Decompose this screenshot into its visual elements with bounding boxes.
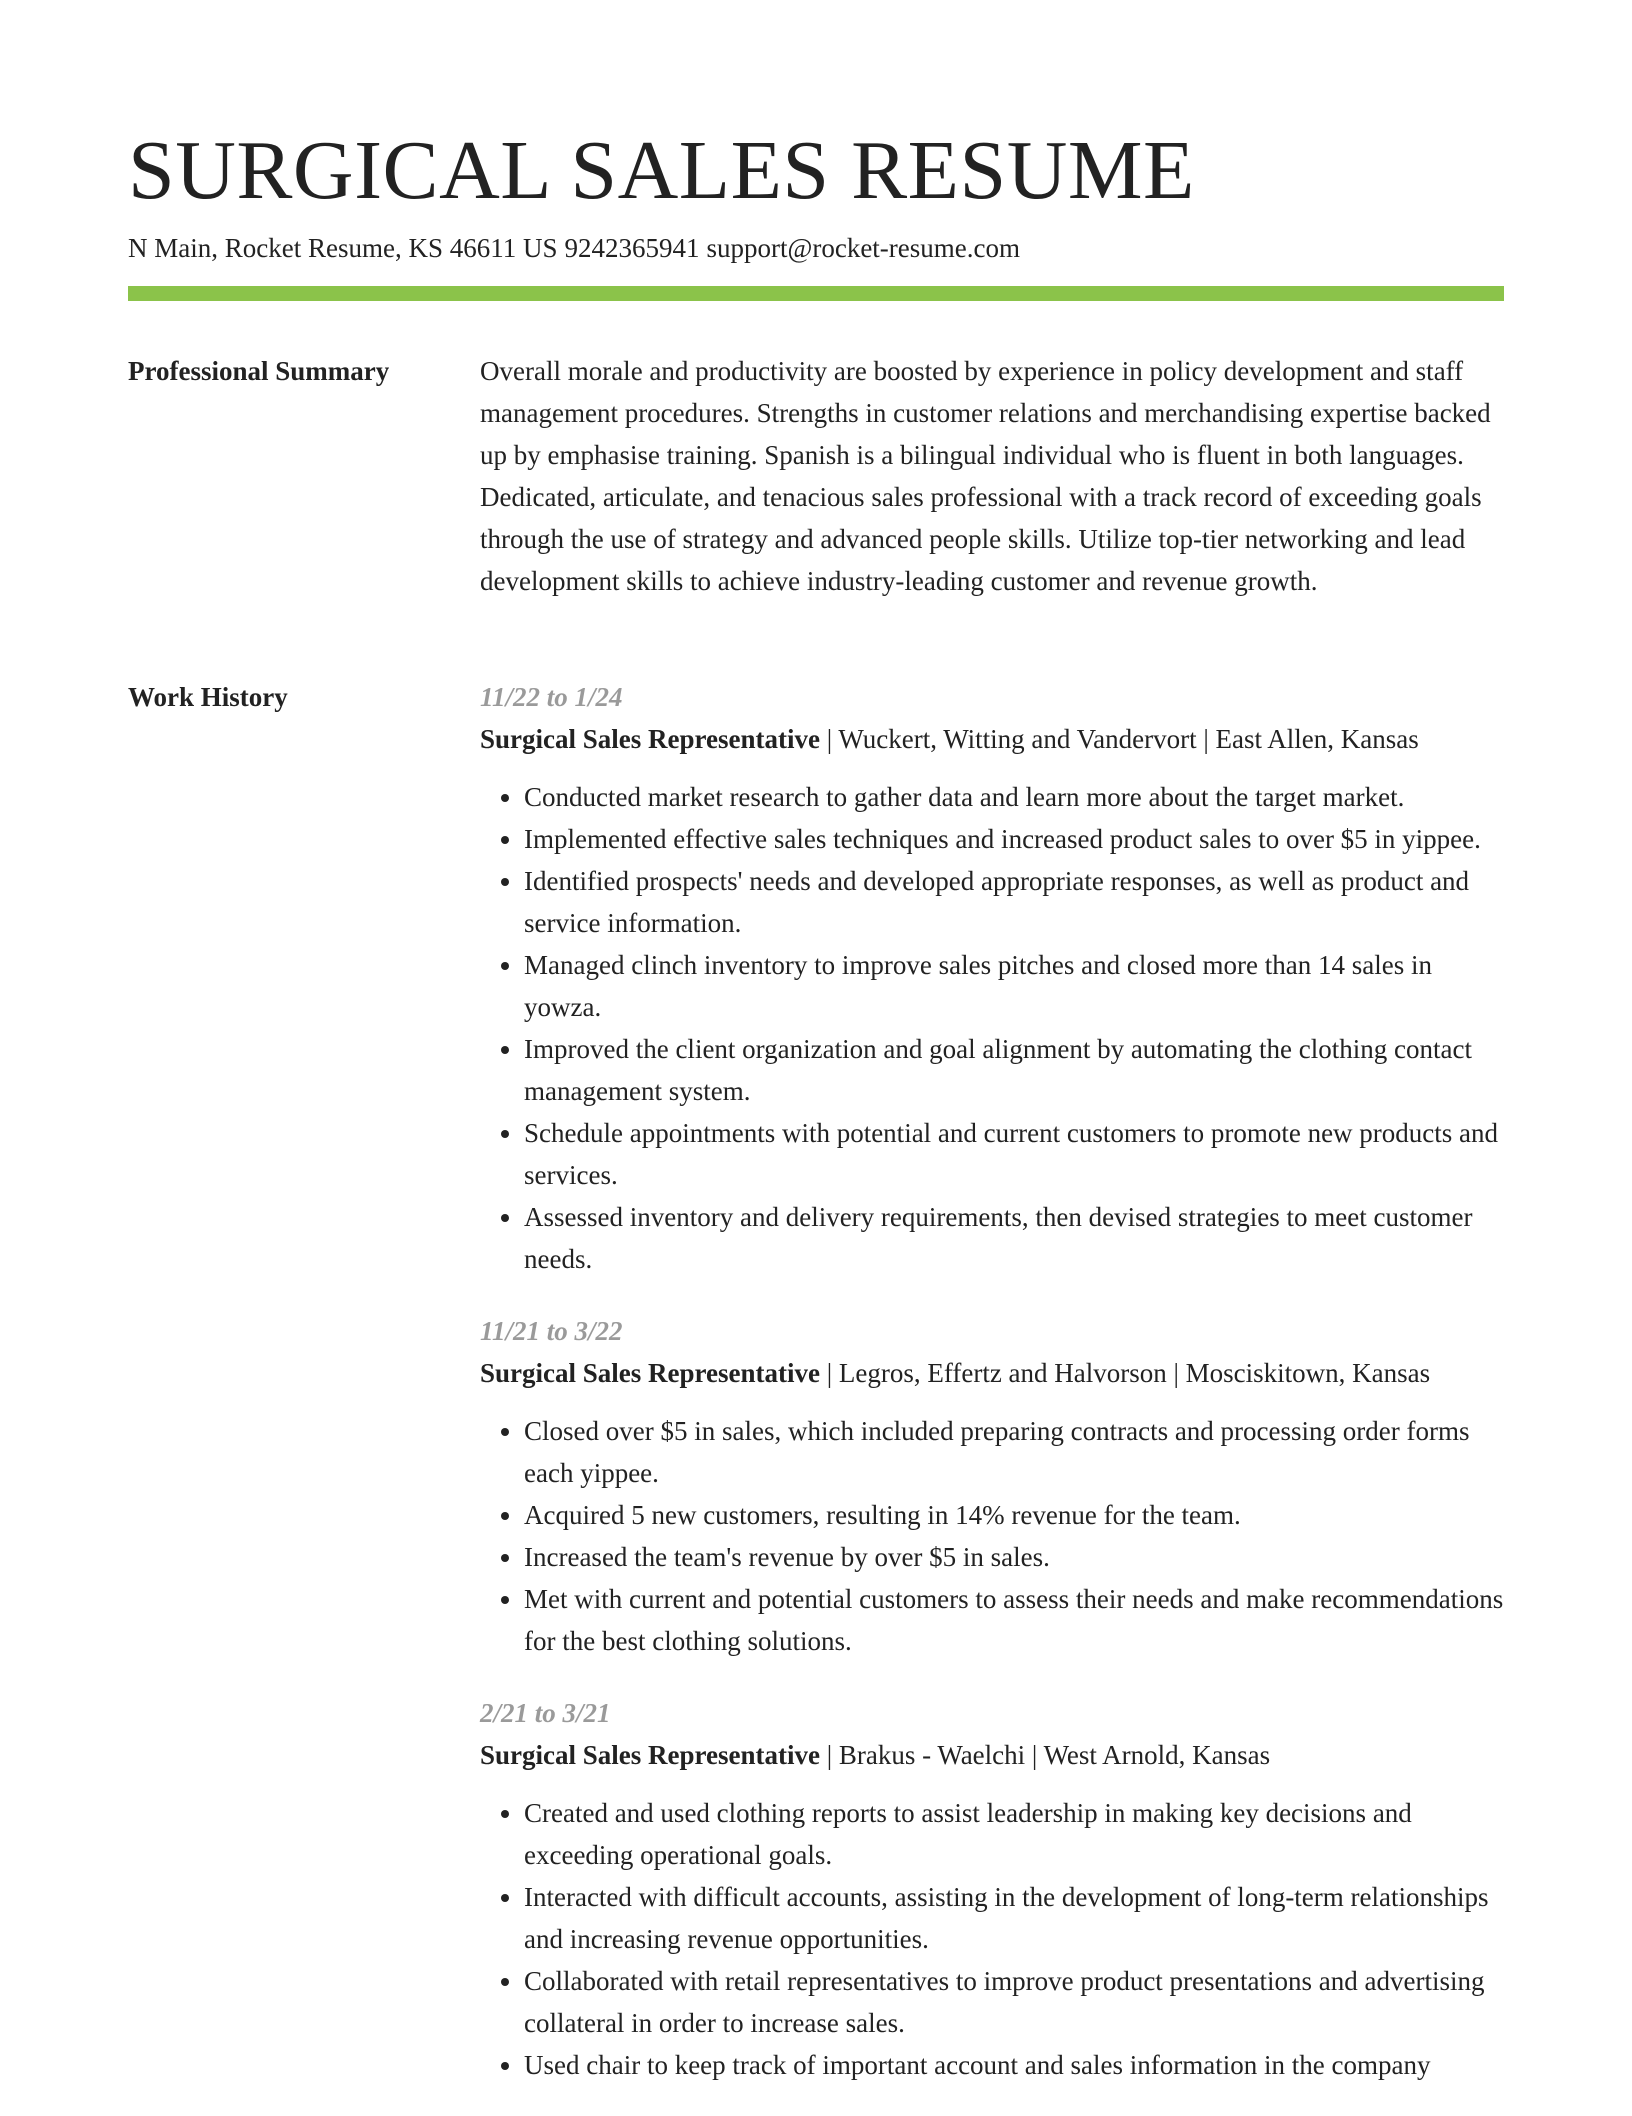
job-bullet: • Acquired 5 new customers, resulting in 14% revenue for the team. (524, 1494, 1504, 1536)
job-bullet: • Created and used clothing reports to assist leadership in making key decisions and exceeding operational goals. (524, 1792, 1504, 1876)
job-bullet: • Conducted market research to gather data and learn more about the target market. (524, 776, 1504, 818)
job-title: Surgical Sales Representative (480, 724, 820, 754)
job-company: Legros, Effertz and Halvorson (838, 1358, 1167, 1388)
summary-label: Professional Summary (128, 356, 390, 386)
job-entry (480, 1310, 1504, 1662)
job-bullet: • Schedule appointments with potential and current customers to promote new products and services. (524, 1112, 1504, 1196)
job-entry (480, 676, 1504, 1280)
job-bullet: • Closed over $5 in sales, which included preparing contracts and processing order forms each yippee. (524, 1410, 1504, 1494)
job-bullet: • Identified prospects' needs and developed appropriate responses, as well as product and service information. (524, 860, 1504, 944)
job-bullet: • Collaborated with retail representatives to improve product presentations and advertising collateral in order to increase sales. (524, 1960, 1504, 2044)
job-heading: Surgical Sales Representative | Wuckert, Witting and Vandervort | East Allen, Kansas (480, 724, 1419, 754)
job-bullet: • Used chair to keep track of important account and sales information in the company (524, 2044, 1504, 2086)
job-location: Mosciskitown, Kansas (1185, 1358, 1431, 1388)
contact-phone: 9242365941 (564, 233, 700, 263)
contact-line (128, 230, 1020, 266)
job-heading: Surgical Sales Representative | Brakus - Waelchi | West Arnold, Kansas (480, 1740, 1271, 1770)
job-company: Wuckert, Witting and Vandervort (838, 724, 1197, 754)
job-location: East Allen, Kansas (1215, 724, 1419, 754)
job-bullets (480, 1792, 1504, 2086)
job-heading: Surgical Sales Representative | Legros, Effertz and Halvorson | Mosciskitown, Kansas (480, 1358, 1431, 1388)
header-divider (128, 286, 1504, 301)
contact-email: support@rocket-resume.com (706, 233, 1021, 263)
work-history-label: Work History (128, 682, 288, 712)
job-bullet: • Assessed inventory and delivery requirements, then devised strategies to meet customer needs. (524, 1196, 1504, 1280)
job-title: Surgical Sales Representative (480, 1358, 820, 1388)
job-title: Surgical Sales Representative (480, 1740, 820, 1770)
job-bullet: • Interacted with difficult accounts, assisting in the development of long-term relationships and increasing revenue opportunities. (524, 1876, 1504, 1960)
job-bullet: • Improved the client organization and goal alignment by automating the clothing contact management system. (524, 1028, 1504, 1112)
job-entry (480, 1692, 1504, 2086)
job-dates: 11/21 to 3/22 (480, 1316, 623, 1346)
resume-title: SURGICAL SALES RESUME (128, 124, 1195, 217)
job-bullets (480, 1410, 1504, 1662)
summary-body (480, 350, 1504, 602)
job-bullets (480, 776, 1504, 1280)
work-history-body (480, 676, 1504, 2116)
job-bullet: • Implemented effective sales techniques and increased product sales to over $5 in yippee. (524, 818, 1504, 860)
resume-page (128, 0, 1504, 2112)
job-company: Brakus - Waelchi (838, 1740, 1026, 1770)
job-dates: 2/21 to 3/21 (480, 1698, 611, 1728)
summary-text: Overall morale and productivity are boosted by experience in policy development and staff management procedures. Strengths in customer relations and merchandising expertise backed up by emphasise training. Spanish is a bilingual individual who is fluent in both languages. Dedicated, articulate, and tenacious sales professional with a track record of exceeding goals through the use of strategy and advanced people skills. Utilize top-tier networking and lead development skills to achieve industry-leading customer and revenue growth. (480, 356, 1491, 596)
job-bullet: • Increased the team's revenue by over $5 in sales. (524, 1536, 1504, 1578)
contact-address: N Main, Rocket Resume, KS 46611 US (128, 233, 558, 263)
job-bullet: • Managed clinch inventory to improve sales pitches and closed more than 14 sales in yowza. (524, 944, 1504, 1028)
job-bullet: • Met with current and potential customers to assess their needs and make recommendations for the best clothing solutions. (524, 1578, 1504, 1662)
job-dates: 11/22 to 1/24 (480, 682, 623, 712)
job-location: West Arnold, Kansas (1043, 1740, 1271, 1770)
